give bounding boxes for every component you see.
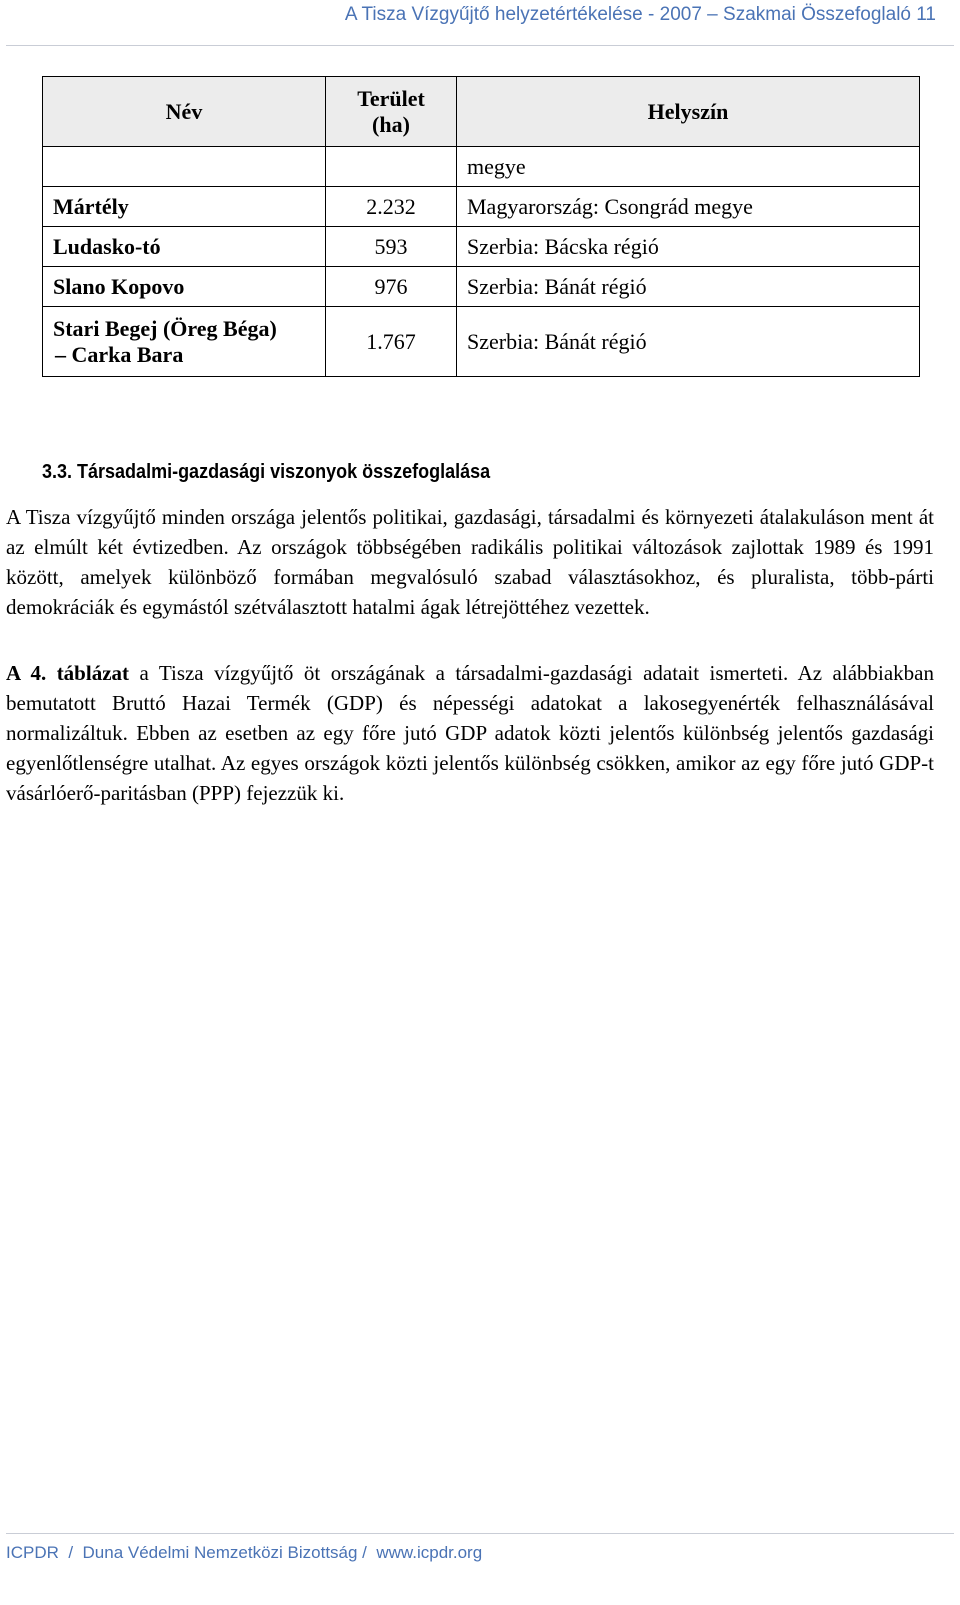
running-header: A Tisza Vízgyűjtő helyzetértékelése - 2007 – Szakmai Összefoglaló 11 — [344, 4, 936, 25]
site-location: Szerbia: Bánát régió — [457, 267, 920, 307]
site-location: Szerbia: Bácska régió — [457, 227, 920, 267]
table-header-row — [43, 77, 920, 147]
site-name: Slano Kopovo — [43, 267, 326, 307]
col-header-area-line1: Terület — [357, 85, 425, 111]
table-row — [43, 227, 920, 267]
table-row — [43, 267, 920, 307]
table-cell — [326, 147, 457, 187]
col-header-area — [326, 77, 457, 147]
table-cell: megye — [457, 147, 920, 187]
table-reference: A 4. táblázat — [6, 661, 130, 685]
site-name: Ludasko-tó — [43, 227, 326, 267]
paragraph-1: A Tisza vízgyűjtő minden országa jelentős politikai, gazdasági, társadalmi és környezeti átalakuláson ment át az elmúlt két évtizedben. Az országok többségében radikális politikai változások zajlottak 1989 és 1991 között, amelyek különböző formában megvalósuló szabad választásokhoz, és pluralista, több-párti demokráciák és egymástól szétválasztott hatalmi ágak létrejöttéhez vezettek. — [6, 505, 934, 619]
header-divider — [6, 45, 954, 46]
site-name — [43, 307, 326, 377]
site-area: 2.232 — [326, 187, 457, 227]
site-area: 976 — [326, 267, 457, 307]
paragraph-2-text: a Tisza vízgyűjtő öt országának a társadalmi-gazdasági adatait ismerteti. Az alábbiakban bemutatott Bruttó Hazai Termék (GDP) és népességi adatokat a lakosegyenérték felhasználásával normalizáltuk. Ebben az esetben az egy főre jutó GDP adatok közti jelentős különbség jelentős gazdasági egyenlőtlenségre utalhat. Az egyes országok közti jelentős különbség csökken, amikor az egy főre jutó GDP-t vásárlóerő-paritásban (PPP) fejezzük ki. — [6, 661, 934, 805]
table-row — [43, 187, 920, 227]
site-location: Szerbia: Bánát régió — [457, 307, 920, 377]
col-header-location: Helyszín — [457, 77, 920, 147]
footer-text: ICPDR / Duna Védelmi Nemzetközi Bizottság / www.icpdr.org — [6, 1543, 483, 1562]
paragraph-2 — [6, 658, 934, 808]
site-area: 593 — [326, 227, 457, 267]
section-heading: 3.3. Társadalmi-gazdasági viszonyok összefoglalása — [42, 461, 491, 483]
col-header-name: Név — [43, 77, 326, 147]
site-name: Mártély — [43, 187, 326, 227]
table-cell — [43, 147, 326, 187]
protected-sites-table — [42, 76, 920, 377]
footer-divider — [6, 1533, 954, 1534]
site-name-line2: – Carka Bara — [55, 341, 184, 367]
table-row — [43, 307, 920, 377]
site-name-line1: Stari Begej (Öreg Béga) — [53, 315, 277, 341]
table-row — [43, 147, 920, 187]
site-location: Magyarország: Csongrád megye — [457, 187, 920, 227]
site-area: 1.767 — [326, 307, 457, 377]
col-header-area-line2: (ha) — [372, 111, 410, 137]
